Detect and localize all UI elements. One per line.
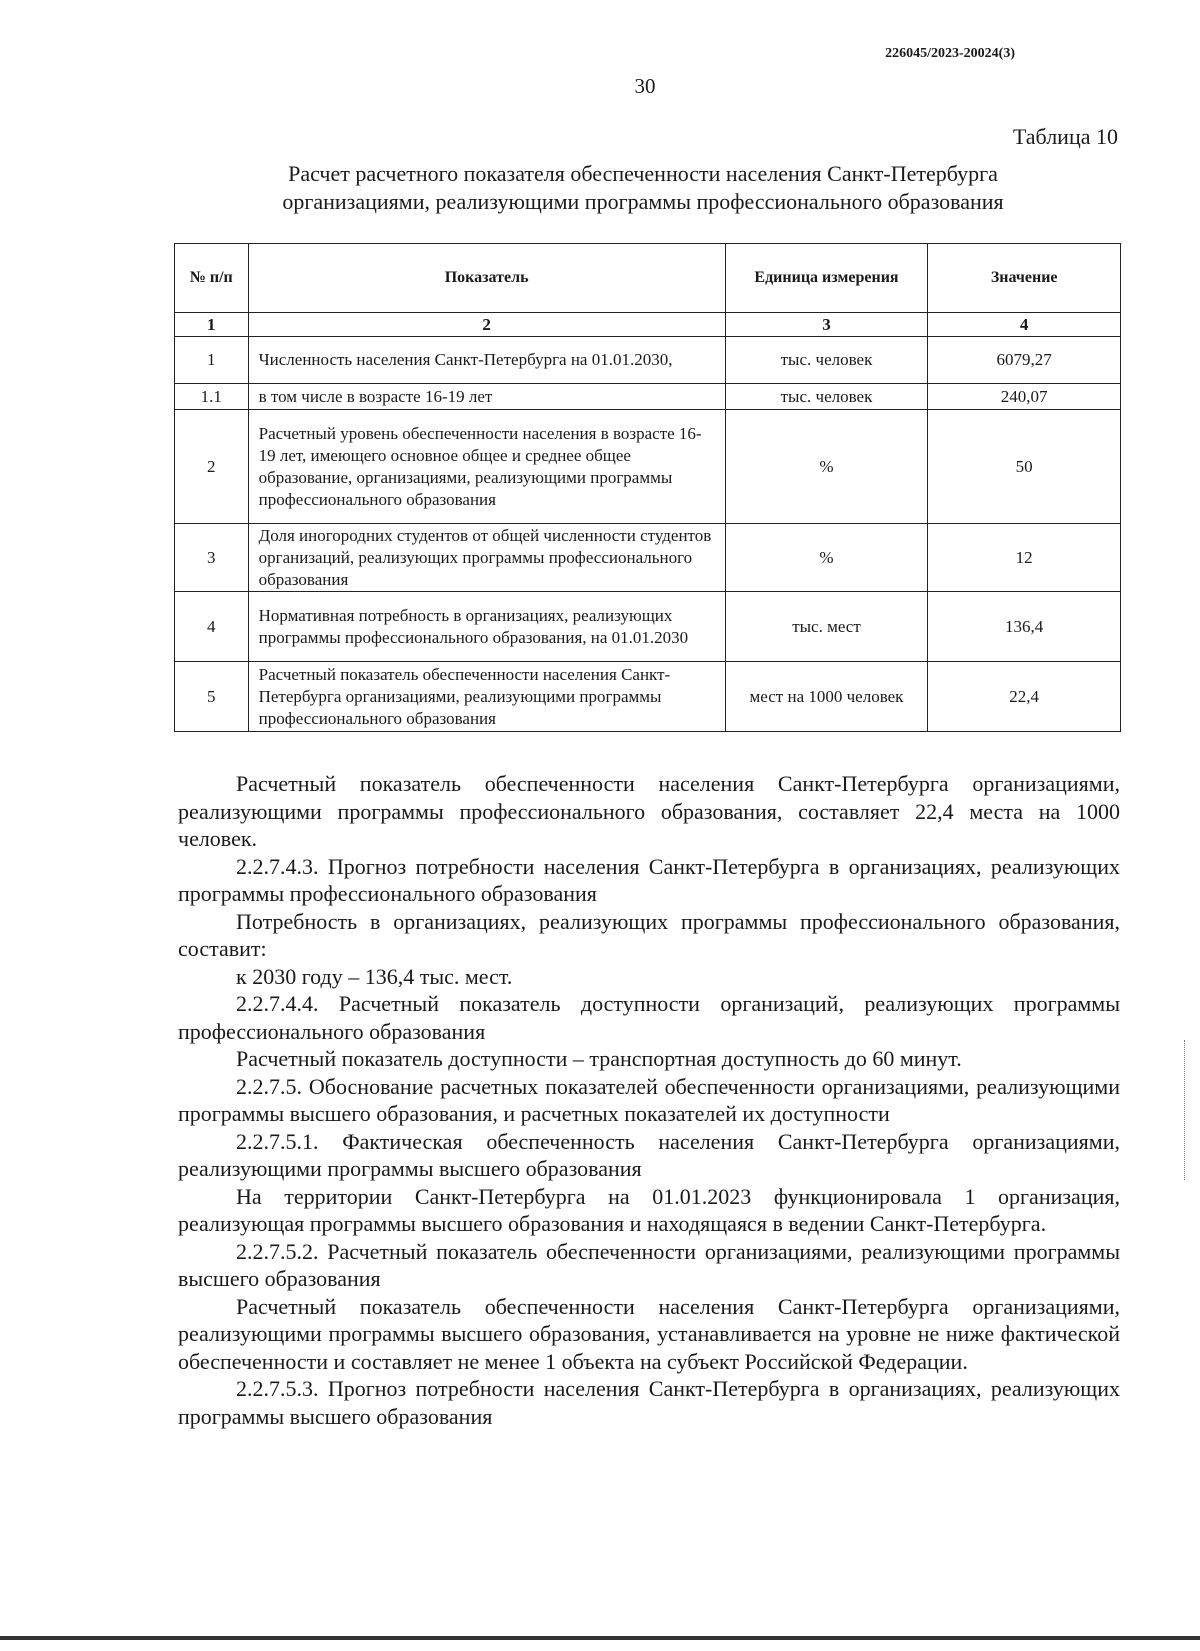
header-cell-number: № п/п xyxy=(175,244,249,313)
header-cell-indicator: Показатель xyxy=(248,244,725,313)
table-row xyxy=(175,662,1121,732)
row-unit: % xyxy=(725,410,928,524)
row-value: 136,4 xyxy=(928,592,1121,662)
table-row xyxy=(175,337,1121,384)
paragraph: Расчетный показатель обеспеченности населения Санкт-Петербурга организациями, реализующими программы высшего образования, устанавливается на уровне не ниже фактической обеспеченности и составляет не менее 1 объекта на субъект Российской Федерации. xyxy=(178,1293,1120,1374)
row-indicator: в том числе в возрасте 16-19 лет xyxy=(248,384,725,410)
table-row xyxy=(175,524,1121,592)
row-indicator: Численность населения Санкт-Петербурга на 01.01.2030, xyxy=(248,337,725,384)
row-value: 22,4 xyxy=(928,662,1121,732)
table-label: Таблица 10 xyxy=(1012,124,1118,149)
column-number: 1 xyxy=(175,313,249,337)
row-number: 4 xyxy=(175,592,249,662)
paragraph: 2.2.7.5.3. Прогноз потребности населения Санкт-Петербурга в организациях, реализующих программы высшего образования xyxy=(178,1376,1120,1429)
row-unit: % xyxy=(725,524,928,592)
row-unit: тыс. человек xyxy=(725,337,928,384)
row-indicator: Расчетный уровень обеспеченности населения в возрасте 16-19 лет, имеющего основное общее и среднее общее образование, организациями, реализующими программы профессионального образования xyxy=(248,410,725,524)
paragraph: На территории Санкт-Петербурга на 01.01.2023 функционировала 1 организация, реализующая программы высшего образования и находящаяся в ведении Санкт-Петербурга. xyxy=(178,1183,1120,1236)
column-number: 4 xyxy=(928,313,1121,337)
row-unit: тыс. человек xyxy=(725,384,928,410)
row-value: 240,07 xyxy=(928,384,1121,410)
header-cell-value: Значение xyxy=(928,244,1121,313)
row-number: 1 xyxy=(175,337,249,384)
paragraph: 2.2.7.5.1. Фактическая обеспеченность населения Санкт-Петербурга организациями, реализующими программы высшего образования xyxy=(178,1128,1120,1181)
paragraph: Потребность в организациях, реализующих программы профессионального образования, составит: xyxy=(178,908,1120,961)
table-title-line-2: организациями, реализующими программы профессионального образования xyxy=(282,189,1004,214)
table-row xyxy=(175,592,1121,662)
column-number-row xyxy=(175,313,1121,337)
row-value: 12 xyxy=(928,524,1121,592)
row-indicator: Доля иногородних студентов от общей численности студентов организаций, реализующих программы профессионального образования xyxy=(248,524,725,592)
row-value: 6079,27 xyxy=(928,337,1121,384)
paragraph: 2.2.7.5. Обоснование расчетных показателей обеспеченности организациями, реализующими программы высшего образования, и расчетных показателей их доступности xyxy=(178,1073,1120,1126)
table-title xyxy=(170,160,1116,216)
row-indicator: Нормативная потребность в организациях, реализующих программы профессионального образования, на 01.01.2030 xyxy=(248,592,725,662)
paragraph: 2.2.7.4.4. Расчетный показатель доступности организаций, реализующих программы профессионального образования xyxy=(178,991,1120,1044)
row-indicator: Расчетный показатель обеспеченности населения Санкт-Петербурга организациями, реализующими программы профессионального образования xyxy=(248,662,725,732)
paragraph: к 2030 году – 136,4 тыс. мест. xyxy=(236,963,513,989)
document-id: 226045/2023-20024(3) xyxy=(885,46,1015,61)
table-title-line-1: Расчет расчетного показателя обеспеченности населения Санкт-Петербурга xyxy=(288,161,998,186)
row-number: 1.1 xyxy=(175,384,249,410)
page-number: 30 xyxy=(634,74,656,98)
row-value: 50 xyxy=(928,410,1121,524)
indicator-table xyxy=(174,243,1121,732)
scan-margin-artifact xyxy=(1184,1040,1186,1180)
table-row xyxy=(175,384,1121,410)
row-unit: тыс. мест xyxy=(725,592,928,662)
row-unit: мест на 1000 человек xyxy=(725,662,928,732)
row-number: 2 xyxy=(175,410,249,524)
column-number: 3 xyxy=(725,313,928,337)
row-number: 5 xyxy=(175,662,249,732)
header-cell-unit: Единица измерения xyxy=(725,244,928,313)
scan-bottom-edge xyxy=(0,1636,1200,1640)
paragraph: Расчетный показатель доступности – транспортная доступность до 60 минут. xyxy=(236,1046,962,1071)
body-text xyxy=(178,770,1120,1430)
paragraph: 2.2.7.5.2. Расчетный показатель обеспеченности организациями, реализующими программы высшего образования xyxy=(178,1238,1120,1291)
table-row xyxy=(175,410,1121,524)
paragraph: Расчетный показатель обеспеченности населения Санкт-Петербурга организациями, реализующими программы профессионального образования, составляет 22,4 места на 1000 человек. xyxy=(178,771,1120,851)
paragraph: 2.2.7.4.3. Прогноз потребности населения Санкт-Петербурга в организациях, реализующих программы профессионального образования xyxy=(178,853,1120,906)
table-header-row xyxy=(175,244,1121,313)
row-number: 3 xyxy=(175,524,249,592)
column-number: 2 xyxy=(248,313,725,337)
